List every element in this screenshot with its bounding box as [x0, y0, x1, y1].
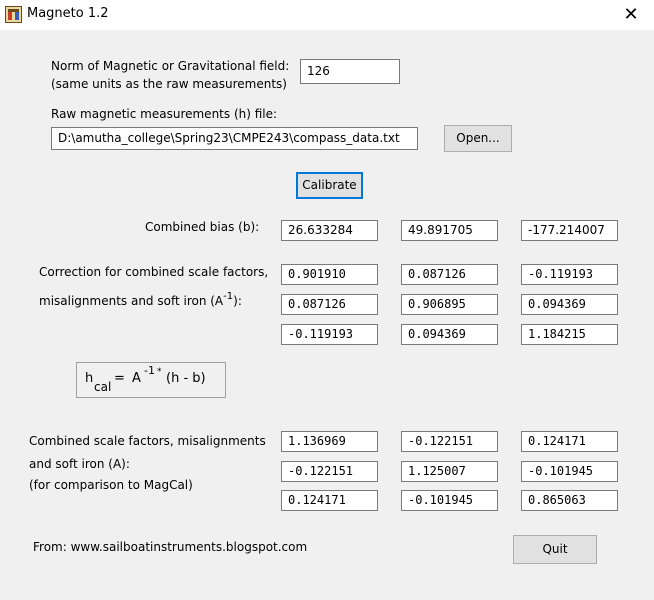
- combined-r1c2[interactable]: -0.122151: [401, 431, 498, 452]
- correction-r1c3[interactable]: -0.119193: [521, 264, 618, 285]
- combined-r3c3[interactable]: 0.865063: [521, 490, 618, 511]
- quit-button[interactable]: Quit: [513, 535, 597, 564]
- combined-r1c1[interactable]: 1.136969: [281, 431, 378, 452]
- bias-x-field[interactable]: 26.633284: [281, 220, 378, 241]
- correction-label-line1: Correction for combined scale factors,: [39, 265, 269, 279]
- correction-r3c3[interactable]: 1.184215: [521, 324, 618, 345]
- file-path-input[interactable]: D:\amutha_college\Spring23\CMPE243\compass_data.txt: [51, 127, 418, 150]
- magneto-app-icon: [5, 6, 22, 23]
- correction-r3c2[interactable]: 0.094369: [401, 324, 498, 345]
- combined-r3c2[interactable]: -0.101945: [401, 490, 498, 511]
- open-button[interactable]: Open...: [444, 125, 512, 152]
- correction-r3c1[interactable]: -0.119193: [281, 324, 378, 345]
- window-title: Magneto 1.2: [27, 6, 109, 21]
- file-label: Raw magnetic measurements (h) file:: [51, 107, 278, 121]
- combined-label-line3: (for comparison to MagCal): [29, 478, 193, 492]
- source-credit: From: www.sailboatinstruments.blogspot.com: [33, 540, 308, 554]
- norm-label-line1: Norm of Magnetic or Gravitational field:: [51, 59, 290, 73]
- combined-r1c3[interactable]: 0.124171: [521, 431, 618, 452]
- combined-r3c1[interactable]: 0.124171: [281, 490, 378, 511]
- formula-box: [76, 362, 226, 398]
- correction-r2c2[interactable]: 0.906895: [401, 294, 498, 315]
- combined-label-line2: and soft iron (A):: [29, 457, 130, 471]
- bias-label: Combined bias (b):: [145, 220, 260, 234]
- correction-r1c2[interactable]: 0.087126: [401, 264, 498, 285]
- correction-label-line2: misalignments and soft iron $(A^{-1})$:: [39, 291, 242, 308]
- bias-z-field[interactable]: -177.214007: [521, 220, 618, 241]
- formula-rest: (h - b): [166, 371, 206, 386]
- formula-mult: *: [157, 367, 162, 377]
- formula-A: A: [132, 371, 141, 386]
- bias-y-field[interactable]: 49.891705: [401, 220, 498, 241]
- norm-label-line2: (same units as the raw measurements): [51, 77, 287, 91]
- correction-r2c3[interactable]: 0.094369: [521, 294, 618, 315]
- formula-sub-cal: cal: [94, 380, 112, 394]
- formula-sup: -1: [144, 364, 155, 377]
- combined-label-line1: Combined scale factors, misalignments: [29, 434, 266, 448]
- formula-eq: =: [114, 371, 125, 386]
- norm-input[interactable]: 126: [300, 59, 400, 84]
- correction-r2c1[interactable]: 0.087126: [281, 294, 378, 315]
- calibrate-button[interactable]: Calibrate: [296, 172, 363, 199]
- formula-h: h: [85, 371, 94, 386]
- close-button[interactable]: [608, 0, 654, 30]
- combined-r2c1[interactable]: -0.122151: [281, 461, 378, 482]
- combined-r2c3[interactable]: -0.101945: [521, 461, 618, 482]
- title-bar: [0, 0, 654, 30]
- combined-r2c2[interactable]: 1.125007: [401, 461, 498, 482]
- close-icon: ✕: [623, 4, 639, 25]
- correction-r1c1[interactable]: 0.901910: [281, 264, 378, 285]
